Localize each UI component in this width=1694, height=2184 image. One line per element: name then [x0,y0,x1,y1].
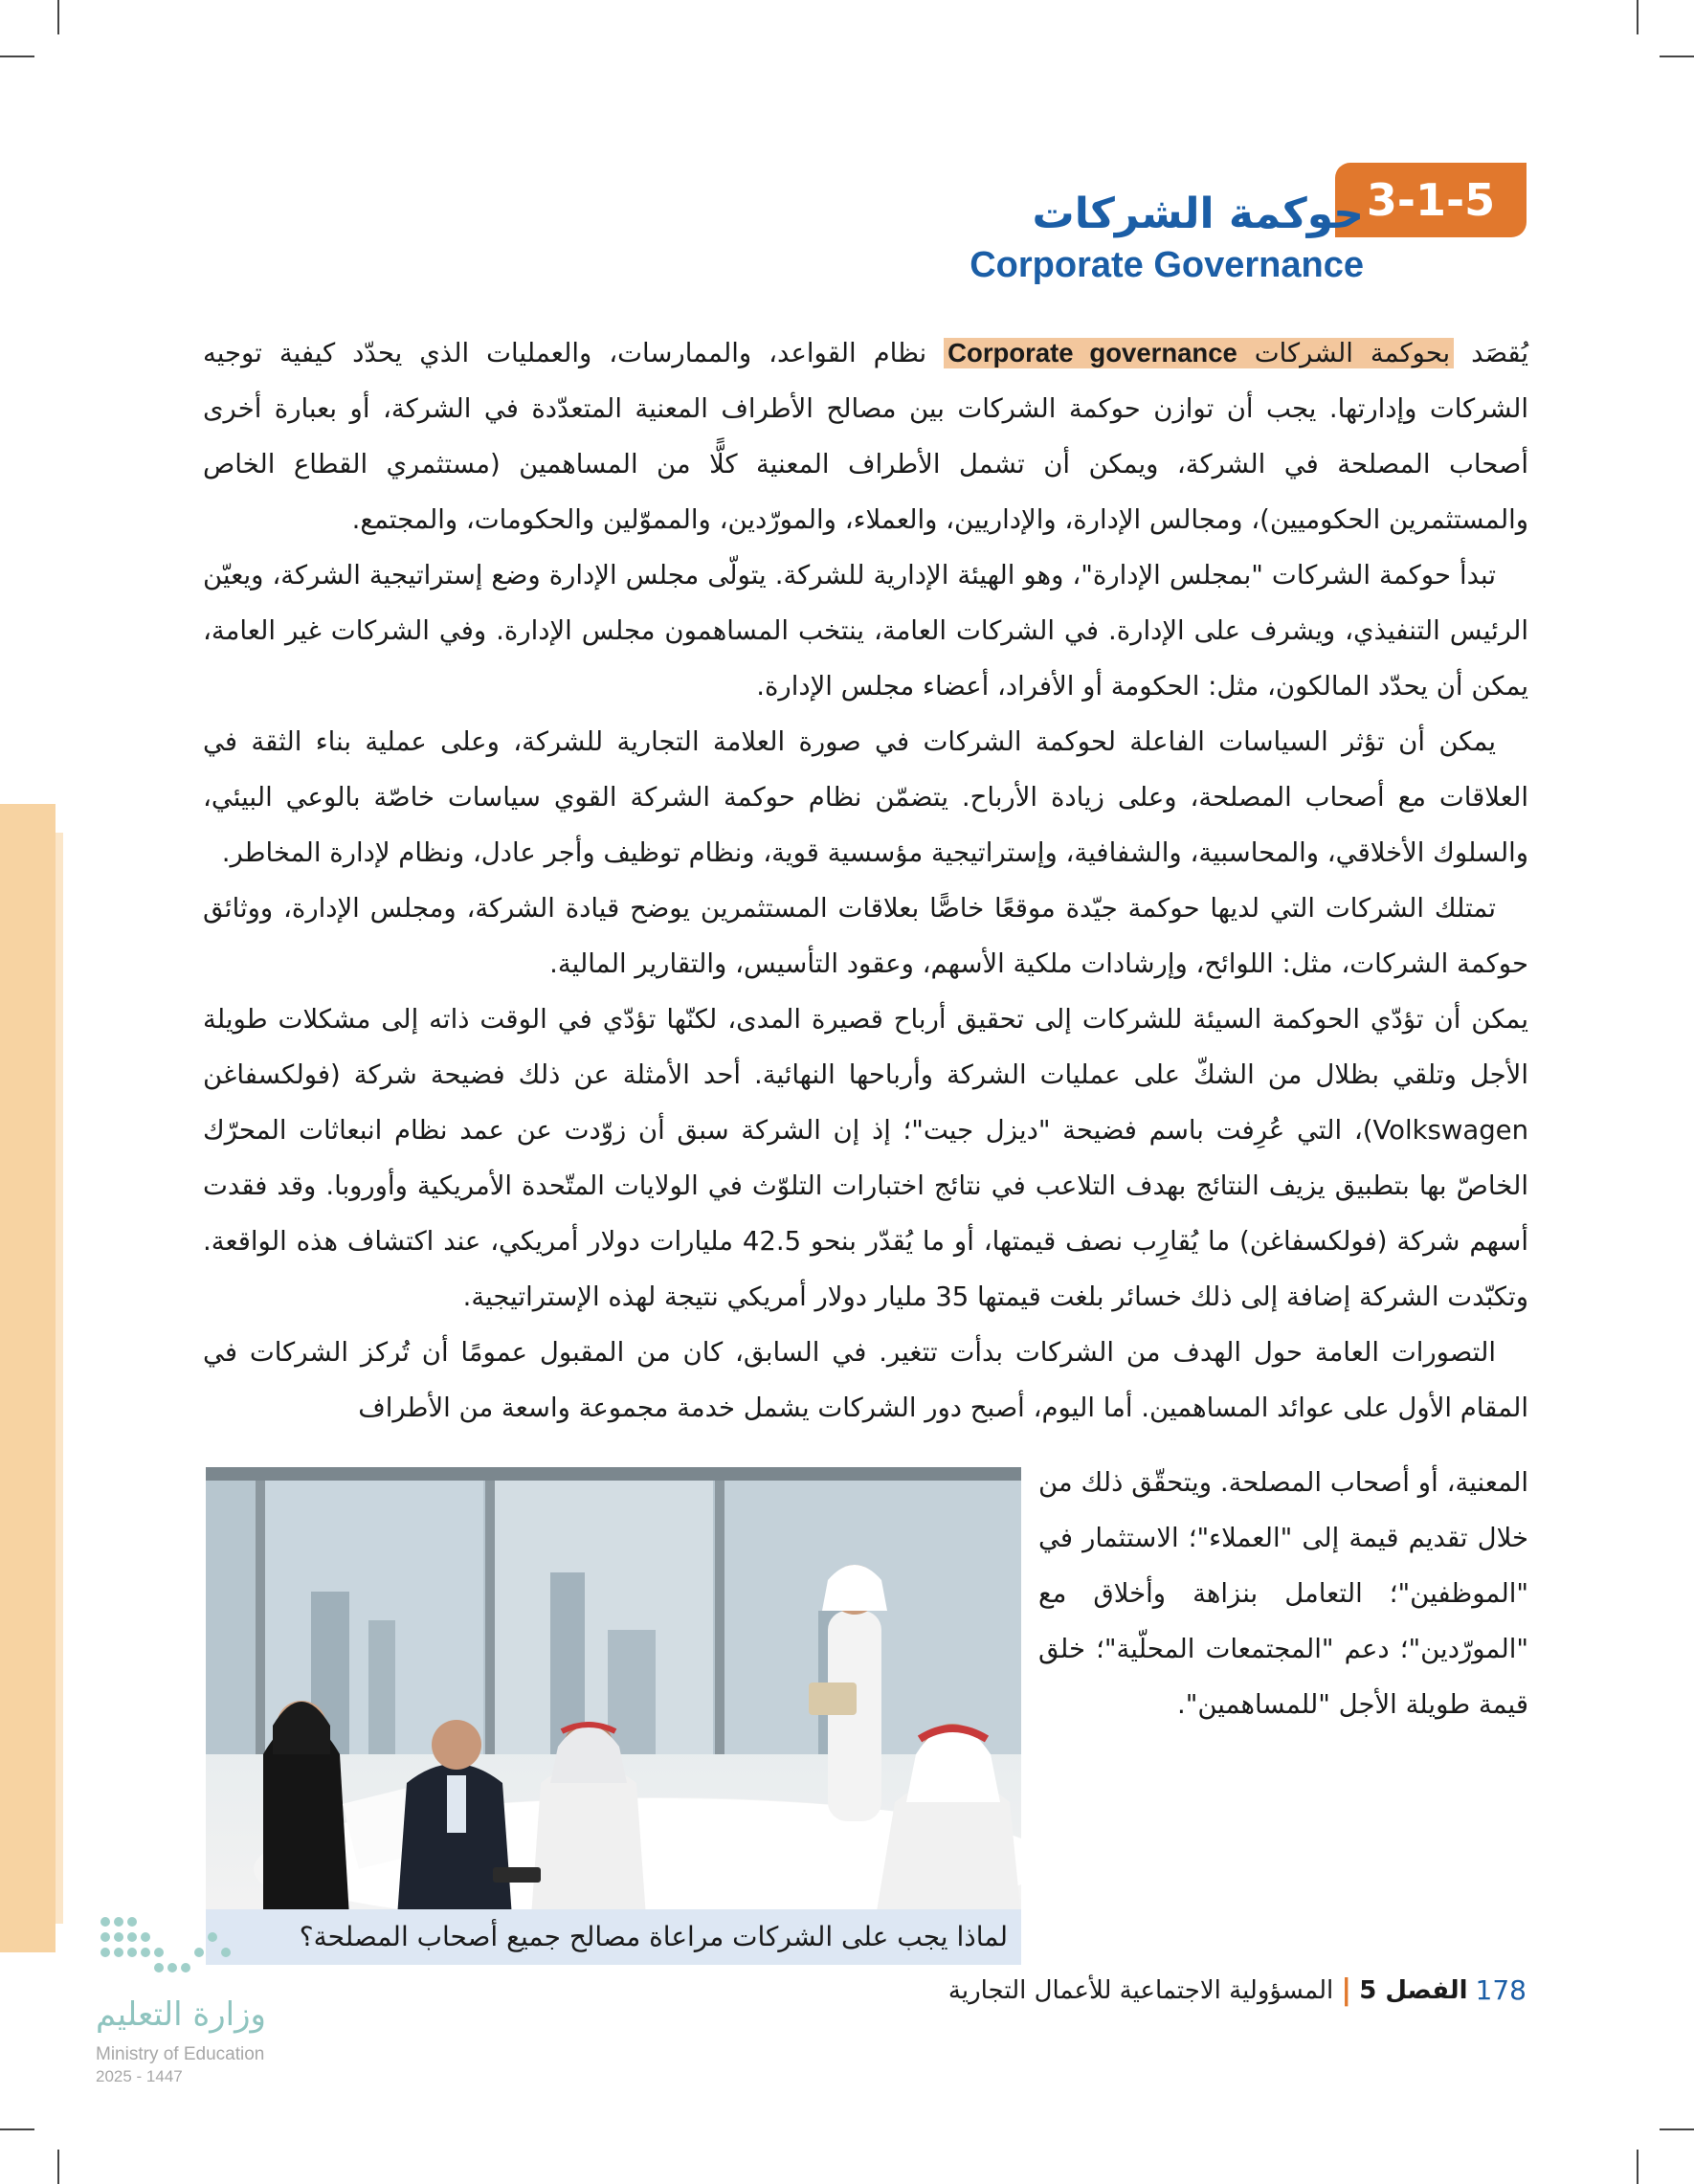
figure-caption: لماذا يجب على الشركات مراعاة مصالح جميع أصحاب المصلحة؟ [206,1909,1021,1965]
page-number: 178 [1475,1974,1527,2006]
footer-separator: | [1341,1973,1352,2007]
chapter-title: المسؤولية الاجتماعية للأعمال التجارية [947,1975,1334,2005]
highlighted-term-ar: بحوكمة الشركات [1254,338,1451,368]
ministry-year: 2025 - 1447 [96,2067,183,2085]
section-title-arabic: حوكمة الشركات [1032,189,1364,238]
crop-mark [57,2150,59,2184]
crop-mark [1660,2128,1694,2130]
ministry-name-english: Ministry of Education [96,2044,265,2064]
crop-mark [0,2128,34,2130]
paragraph-board: تبدأ حوكمة الشركات "بمجلس الإدارة"، وهو الهيئة الإدارية للشركة. يتولّى مجلس الإدارة وضع إستراتيجية الشركة، ويعيّن الرئيس التنفيذي، ويشرف على الإدارة. في الشركات العامة، ينتخب المساهمون مجلس الإدارة. وفي الشركات غير العامة، يمكن أن يحدّد المالكون، مثل: الحكومة أو الأفراد، أعضاء مجلس الإدارة. [203,560,1528,702]
meeting-photo [206,1467,1021,1909]
body-text [203,325,1528,1436]
crop-mark [57,0,59,34]
ministry-name-arabic: وزارة التعليم [96,1995,266,2034]
page-footer [948,1973,1527,2007]
paragraph-volkswagen: يمكن أن تؤدّي الحوكمة السيئة للشركات إلى تحقيق أرباح قصيرة المدى، لكنّها تؤدّي في الوقت ذاته إلى مشكلات طويلة الأجل وتلقي بظلال من الشكّ على عمليات الشركة وأرباحها النهائية. أحد الأمثلة عن ذلك فضيحة شركة (فولكسفاغن Volkswagen)، التي عُرِفت باسم فضيحة "ديزل جيت"؛ إذ إن الشركة سبق أن زوّدت عن عمد نظام انبعاثات المحرّك الخاصّ بها بتطبيق يزيف النتائج بهدف التلاعب في نتائج اختبارات التلوّث في الولايات المتّحدة الأمريكية وأوروبا. وقد فقدت أسهم شركة (فولكسفاغن) ما يُقارِب نصف قيمتها، أو ما يُقدّر بنحو 42.5 مليارات دولار أمريكي، عند اكتشاف هذه الواقعة. وتكبّدت الشركة إضافة إلى ذلك خسائر بلغت قيمتها 35 مليار دولار أمريكي نتيجة لهذه الإستراتيجية. [203,1004,1528,1312]
crop-mark [1660,56,1694,57]
paragraph-stakeholders-continued: المعنية، أو أصحاب المصلحة. ويتحقّق ذلك من خلال تقديم قيمة إلى "العملاء"؛ الاستثمار في "الموظفين"؛ التعامل بنزاهة وأخلاق مع "المورّدين"؛ دعم "المجتمعات المحلّية"؛ خلق قيمة طويلة الأجل "للمساهمين". [1038,1467,1528,1720]
ministry-logo-icon [96,1912,249,1984]
paragraph-stakeholders: التصورات العامة حول الهدف من الشركات بدأت تتغير. في السابق، كان من المقبول عمومًا أن تُركز الشركات في المقام الأول على عوائد المساهمين. أما اليوم، أصبح دور الشركات يشمل خدمة مجموعة واسعة من الأطراف [203,1337,1528,1423]
section-title-english: Corporate Governance [970,245,1364,285]
definition-lead: يُقصَد [1454,338,1528,368]
side-decorative-band-inner [56,833,63,1924]
paragraph-definition [203,325,1528,547]
definition-body: نظام القواعد، والممارسات، والعمليات الذي يحدّد كيفية توجيه الشركات وإدارتها. يجب أن توازن حوكمة الشركات بين مصالح الأطراف المعنية المتعدّدة في الشركة، أو بعبارة أخرى أصحاب المصلحة في الشركة، ويمكن أن تشمل الأطراف المعنية كلًّا من المساهمين (مستثمري القطاع الخاص والمستثمرين الحكوميين)، ومجالس الإدارة، والإداريين، والعملاء، والمورّدين، والمموّلين والحكومات، والمجتمع. [203,338,1528,535]
wrap-text [1038,1455,1528,1732]
paragraph-policies: يمكن أن تؤثر السياسات الفاعلة لحوكمة الشركات في صورة العلامة التجارية للشركة، وعلى عملية بناء الثقة في العلاقات مع أصحاب المصلحة، وعلى زيادة الأرباح. يتضمّن نظام حوكمة الشركة القوي سياسات خاصّة بالوعي البيئي، والسلوك الأخلاقي، والمحاسبية، والشفافية، وإستراتيجية مؤسسية قوية، ونظام توظيف وأجر عادل، ونظام لإدارة المخاطر. [203,726,1528,868]
highlighted-term-en: Corporate governance [947,338,1237,368]
side-decorative-band [0,804,56,1952]
crop-mark [1637,2150,1638,2184]
section-number-badge: 3-1-5 [1335,163,1527,237]
chapter-label: الفصل 5 [1359,1975,1468,2005]
paragraph-investor-relations: تمتلك الشركات التي لديها حوكمة جيّدة موقعًا خاصًّا بعلاقات المستثمرين يوضح قيادة الشركة، ومجلس الإدارة، ووثائق حوكمة الشركات، مثل: اللوائح، وإرشادات ملكية الأسهم، وعقود التأسيس، والتقارير المالية. [203,893,1528,979]
crop-mark [0,56,34,57]
meeting-photo-illustration [206,1467,1021,1909]
highlighted-term [944,338,1454,368]
crop-mark [1637,0,1638,34]
